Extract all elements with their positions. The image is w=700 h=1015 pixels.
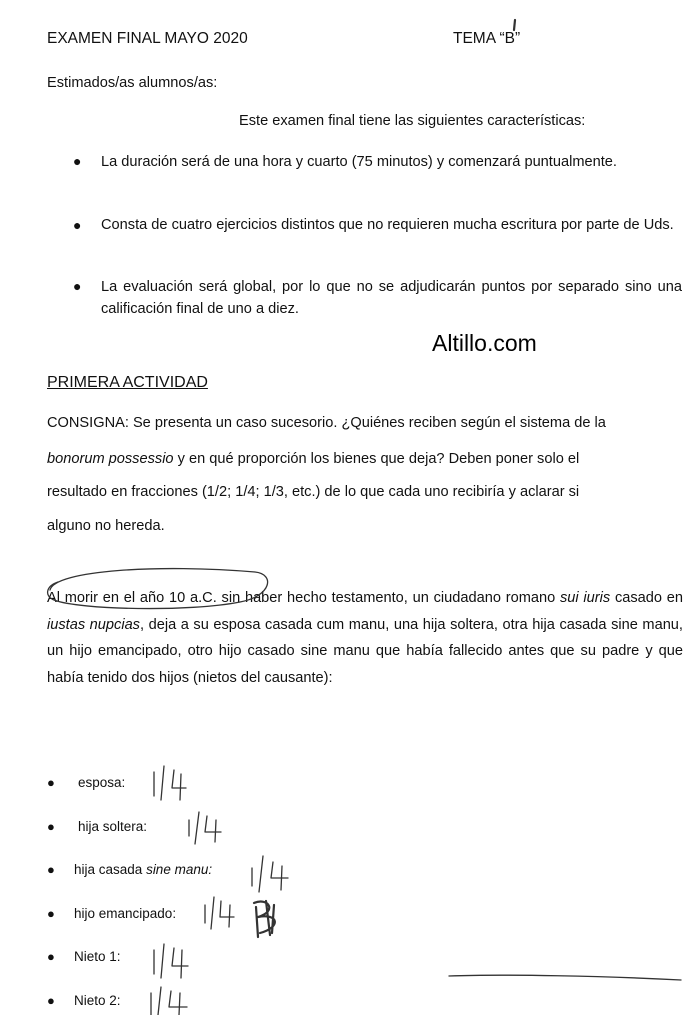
- handwritten-mark: [505, 18, 525, 38]
- consigna-line-1: [47, 415, 683, 433]
- answer-label: esposa:: [78, 775, 126, 790]
- characteristic-item: La evaluación será global, por lo que no se adjudicarán puntos por separado sino una calificación final de uno a diez.: [101, 279, 682, 317]
- handwritten-fraction: [145, 985, 195, 1015]
- answer-label: hijo emancipado:: [74, 906, 177, 921]
- consigna-italic: bonorum possessio: [47, 451, 174, 467]
- answer-label: Nieto 2:: [74, 993, 121, 1008]
- bullet-icon: ●: [73, 217, 82, 233]
- bullet-icon: ●: [47, 819, 55, 834]
- answer-label: Nieto 1:: [74, 949, 121, 964]
- exam-theme: TEMA “B”: [453, 30, 521, 47]
- bullet-icon: ●: [47, 993, 55, 1008]
- answer-label: hija casada sine manu:: [74, 862, 213, 877]
- consigna-line-2: [47, 451, 683, 469]
- handwritten-fraction: [246, 850, 296, 895]
- answer-label: hija soltera:: [78, 819, 148, 834]
- bullet-icon: ●: [47, 906, 55, 921]
- handwritten-circle: [40, 560, 280, 616]
- handwritten-fraction: [183, 806, 228, 846]
- handwritten-fraction: [148, 762, 193, 802]
- consigna-text: : Se presenta un caso sucesorio. ¿Quiénes reciben según el sistema de la: [124, 415, 606, 431]
- bullet-icon: ●: [73, 153, 82, 169]
- exam-title: EXAMEN FINAL MAYO 2020: [47, 30, 248, 47]
- section-heading: PRIMERA ACTIVIDAD: [47, 374, 208, 391]
- consigna-text: y en qué proporción los bienes que deja? Deben poner solo el: [173, 451, 580, 467]
- bullet-icon: ●: [47, 775, 55, 790]
- consigna-line-4: alguno no hereda.: [47, 518, 165, 534]
- consigna-line-3: resultado en fracciones (1/2; 1/4; 1/3, etc.) de lo que cada uno recibiría y aclarar si: [47, 484, 580, 500]
- consigna-label: CONSIGNA: [47, 415, 125, 431]
- characteristic-item: La duración será de una hora y cuarto (75 minutos) y comenzará puntualmente.: [101, 154, 617, 170]
- characteristic-item: Consta de cuatro ejercicios distintos que no requieren mucha escritura por parte de Uds.: [101, 217, 674, 233]
- handwritten-fraction: [148, 940, 193, 980]
- bullet-icon: ●: [73, 278, 82, 294]
- handwritten-fraction: [200, 893, 240, 933]
- greeting: Estimados/as alumnos/as:: [47, 75, 218, 91]
- watermark: Altillo.com: [432, 330, 537, 356]
- case-paragraph: Al morir en el año 10 a.C. sin haber hecho testamento, un ciudadano romano sui iuris casado en iustas nupcias, deja a su esposa casada cum manu, una hija soltera, otra hija casada sine manu, un hijo emancipado, otro hijo casado sine manu que había fallecido antes que su padre y que había tenido dos hijos (nietos del causante):: [47, 590, 684, 686]
- bullet-icon: ●: [47, 949, 55, 964]
- bullet-icon: ●: [47, 862, 55, 877]
- handwritten-scribble: [248, 893, 288, 943]
- handwritten-line: [445, 968, 685, 988]
- intro-lead: Este examen final tiene las siguientes características:: [239, 113, 586, 129]
